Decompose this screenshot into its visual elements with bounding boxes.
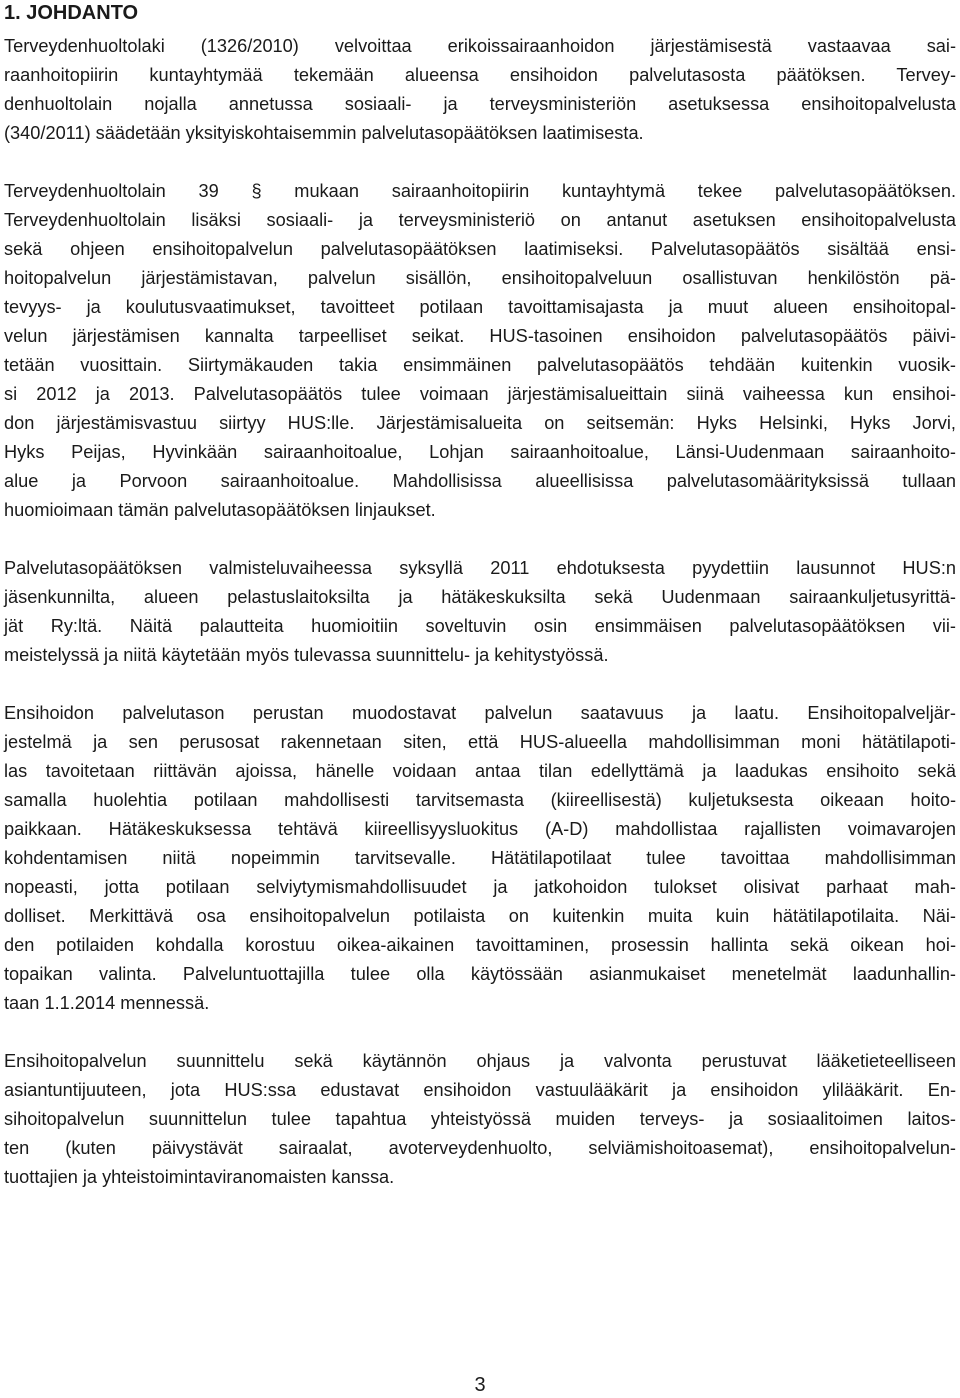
text-line: jestelmä ja sen perusosat rakennetaan siten, että HUS-alueella mahdollisimman moni hätätilapoti- — [4, 732, 956, 752]
page-number: 3 — [474, 1374, 486, 1396]
text-line: paikkaan. Hätäkeskuksessa tehtävä kiireellisyysluokitus (A-D) mahdollistaa rajallisten voimavarojen — [4, 819, 956, 839]
text-line: sihoitopalvelun suunnittelun tulee tapahtua yhteistyössä muiden terveys- ja sosiaalitoimen laitos- — [4, 1109, 956, 1129]
text-line: dolliset. Merkittävä osa ensihoitopalvelun potilaista on kuitenkin muita kuin hätätilapotilaita. Näi- — [4, 906, 956, 926]
text-line: velun järjestämisen kannalta tarpeelliset seikat. HUS-tasoinen ensihoidon palvelutasopäätös päivi- — [4, 326, 956, 346]
section-heading: 1. JOHDANTO — [4, 2, 139, 24]
text-line: kohdentamisen niitä nopeimmin tarvitsevalle. Hätätilapotilaat tulee tavoittaa mahdollisimman — [4, 848, 956, 868]
text-line: meistelyssä ja niitä käytetään myös tulevassa suunnittelu- ja kehitystyössä. — [4, 645, 609, 665]
paragraph — [4, 177, 956, 525]
text-line: Terveydenhuoltolain lisäksi sosiaali- ja terveysministeriö on antanut asetuksen ensihoitopalvelusta — [4, 210, 956, 230]
text-line: ten (kuten päivystävät sairaalat, avoterveydenhuolto, selviämishoitoasemat), ensihoitopalvelun- — [4, 1138, 956, 1158]
text-line: Terveydenhuoltolaki (1326/2010) velvoittaa erikoissairaanhoidon järjestämisestä vastaavaa sai- — [4, 36, 956, 56]
text-line: Terveydenhuoltolain 39 § mukaan sairaanhoitopiirin kuntayhtymä tekee palvelutasopäätöksen. — [4, 181, 956, 201]
text-line: hoitopalvelun järjestämistavan, palvelun sisällön, ensihoitopalveluun osallistuvan henkilöstön pä- — [4, 268, 956, 288]
text-line: topaikan valinta. Palveluntuottajilla tulee olla käytössään asianmukaiset menetelmät laadunhallin- — [4, 964, 956, 984]
paragraph — [4, 554, 956, 670]
text-line: Palvelutasopäätöksen valmisteluvaiheessa syksyllä 2011 ehdotuksesta pyydettiin lausunnot HUS:n — [4, 558, 956, 578]
text-line: (340/2011) säädetään yksityiskohtaisemmin palvelutasopäätöksen laatimisesta. — [4, 123, 644, 143]
text-line: huomioimaan tämän palvelutasopäätöksen linjaukset. — [4, 500, 436, 520]
paragraph — [4, 1047, 956, 1192]
text-line: denhuoltolain nojalla annetussa sosiaali- ja terveysministeriön asetuksessa ensihoitopalvelusta — [4, 94, 956, 114]
body-text — [4, 32, 956, 1221]
paragraph — [4, 699, 956, 1018]
text-line: don järjestämisvastuu siirtyy HUS:lle. Järjestämisalueita on seitsemän: Hyks Helsinki, Hyks Jorvi, — [4, 413, 956, 433]
text-line: taan 1.1.2014 mennessä. — [4, 993, 210, 1013]
text-line: sekä ohjeen ensihoitopalvelun palvelutasopäätöksen laatimiseksi. Palvelutasopäätös sisältää ensi- — [4, 239, 956, 259]
text-line: alue ja Porvoon sairaanhoitoalue. Mahdollisissa alueellisissa palvelutasomäärityksissä tullaan — [4, 471, 956, 491]
text-line: las tavoitetaan riittävän ajoissa, hänelle voidaan antaa tilan edellyttämä ja laadukas ensihoito sekä — [4, 761, 956, 781]
text-line: tuottajien ja yhteistoimintaviranomaisten kanssa. — [4, 1167, 395, 1187]
text-line: tevyys- ja koulutusvaatimukset, tavoitteet potilaan tavoittamisajasta ja muut alueen ensihoitopal- — [4, 297, 956, 317]
text-line: samalla huolehtia potilaan mahdollisesti tarvitsemasta (kiireellisestä) kuljetuksesta oikeaan hoito- — [4, 790, 956, 810]
text-line: Hyks Peijas, Hyvinkään sairaanhoitoalue, Lohjan sairaanhoitoalue, Länsi-Uudenmaan sairaanhoito- — [4, 442, 956, 462]
paragraph — [4, 32, 956, 148]
text-line: Ensihoidon palvelutason perustan muodostavat palvelun saatavuus ja laatu. Ensihoitopalveljär- — [4, 703, 956, 723]
text-line: nopeasti, jotta potilaan selviytymismahdollisuudet ja jatkohoidon tulokset olisivat parhaat mah- — [4, 877, 956, 897]
text-line: den potilaiden kohdalla korostuu oikea-aikainen tavoittaminen, prosessin hallinta sekä oikean hoi- — [4, 935, 956, 955]
text-line: si 2012 ja 2013. Palvelutasopäätös tulee voimaan järjestämisalueittain siinä vaiheessa kun ensihoi- — [4, 384, 956, 404]
text-line: Ensihoitopalvelun suunnittelu sekä käytännön ohjaus ja valvonta perustuvat lääketieteelliseen — [4, 1051, 956, 1071]
text-line: jäsenkunnilta, alueen pelastuslaitoksilta ja hätäkeskuksilta sekä Uudenmaan sairaankuljetusyrittä- — [4, 587, 956, 607]
text-line: tetään vuosittain. Siirtymäkauden takia ensimmäinen palvelutasopäätös tehdään kuitenkin vuosik- — [4, 355, 956, 375]
text-line: raanhoitopiirin kuntayhtymää tekemään alueensa ensihoidon palvelutasosta päätöksen. Tervey- — [4, 65, 956, 85]
text-line: asiantuntijuuteen, jota HUS:ssa edustavat ensihoidon vastuulääkärit ja ensihoidon ylilääkärit. En- — [4, 1080, 956, 1100]
text-line: jät Ry:ltä. Näitä palautteita huomioitiin soveltuvin osin ensimmäisen palvelutasopäätöksen vii- — [4, 616, 956, 636]
